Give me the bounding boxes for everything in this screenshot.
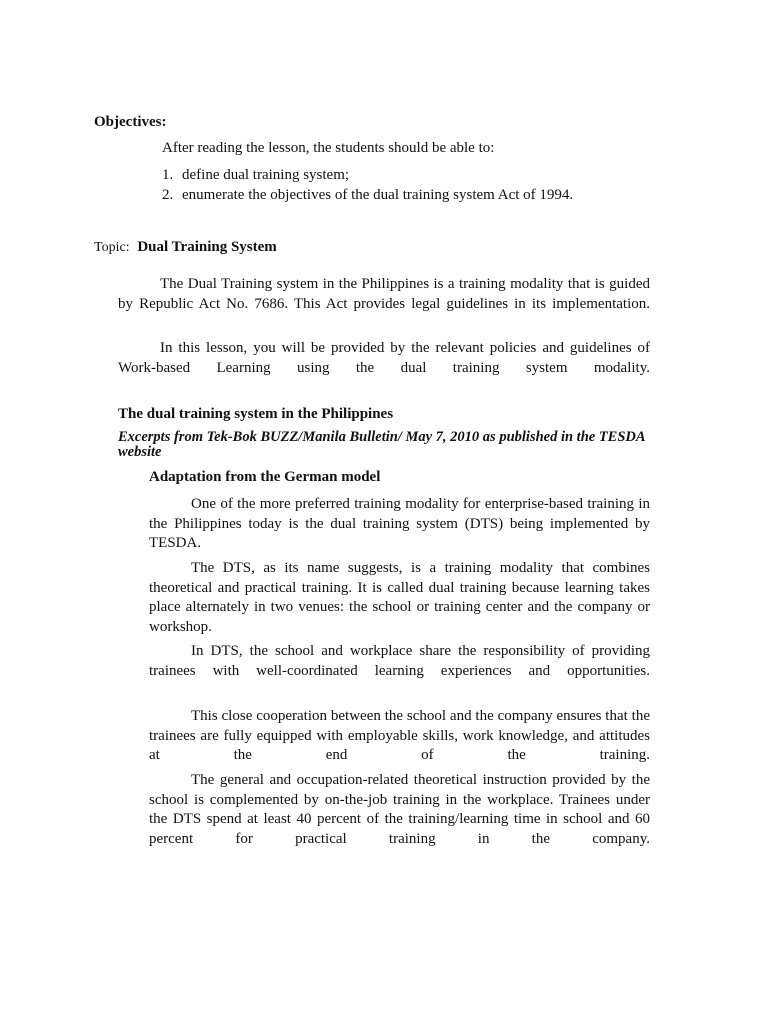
topic-line [94, 239, 277, 256]
body-paragraph: This close cooperation between the school and the company ensures that the trainees are fully equipped with employable skills, work knowledge, and attitudes at the end of the training. [149, 708, 650, 763]
objective-text: enumerate the objectives of the dual training system Act of 1994. [182, 187, 574, 203]
section-subheading: Adaptation from the German model [149, 469, 381, 485]
objective-number: 1. [162, 167, 174, 183]
objective-number: 2. [162, 187, 174, 203]
objectives-intro: After reading the lesson, the students should be able to: [162, 140, 495, 156]
section-heading: The dual training system in the Philippines [118, 406, 394, 422]
body-paragraph: The DTS, as its name suggests, is a training modality that combines theoretical and practical training. It is called dual training because learning takes place alternately in two venues: the school or training center and the company or workshop. [149, 560, 650, 635]
objectives-heading: Objectives: [94, 114, 167, 130]
objectives-list [162, 165, 573, 205]
topic-label: Topic: [94, 240, 130, 255]
body-paragraph: In DTS, the school and workplace share the responsibility of providing trainees with well-coordinated learning experiences and opportunities. [149, 643, 650, 679]
objective-item [162, 165, 573, 185]
topic-title: Dual Training System [137, 239, 277, 255]
excerpt-source: Excerpts from Tek-Bok BUZZ/Manila Bulletin/ May 7, 2010 as published in the TESDA website [118, 429, 645, 460]
body-paragraph: The general and occupation-related theoretical instruction provided by the school is complemented by on-the-job training in the workplace. Trainees under the DTS spend at least 40 percent of the training/learning time in school and 60 percent for practical training in the company. [149, 772, 650, 847]
intro-paragraph: In this lesson, you will be provided by the relevant policies and guidelines of Work-based Learning using the dual training system modality. [118, 340, 650, 376]
objective-text: define dual training system; [182, 167, 350, 183]
objective-item [162, 185, 573, 205]
body-paragraph: One of the more preferred training modality for enterprise-based training in the Philippines today is the dual training system (DTS) being implemented by TESDA. [149, 496, 650, 551]
intro-paragraph: The Dual Training system in the Philippines is a training modality that is guided by Republic Act No. 7686. This Act provides legal guidelines in its implementation. [118, 276, 650, 312]
